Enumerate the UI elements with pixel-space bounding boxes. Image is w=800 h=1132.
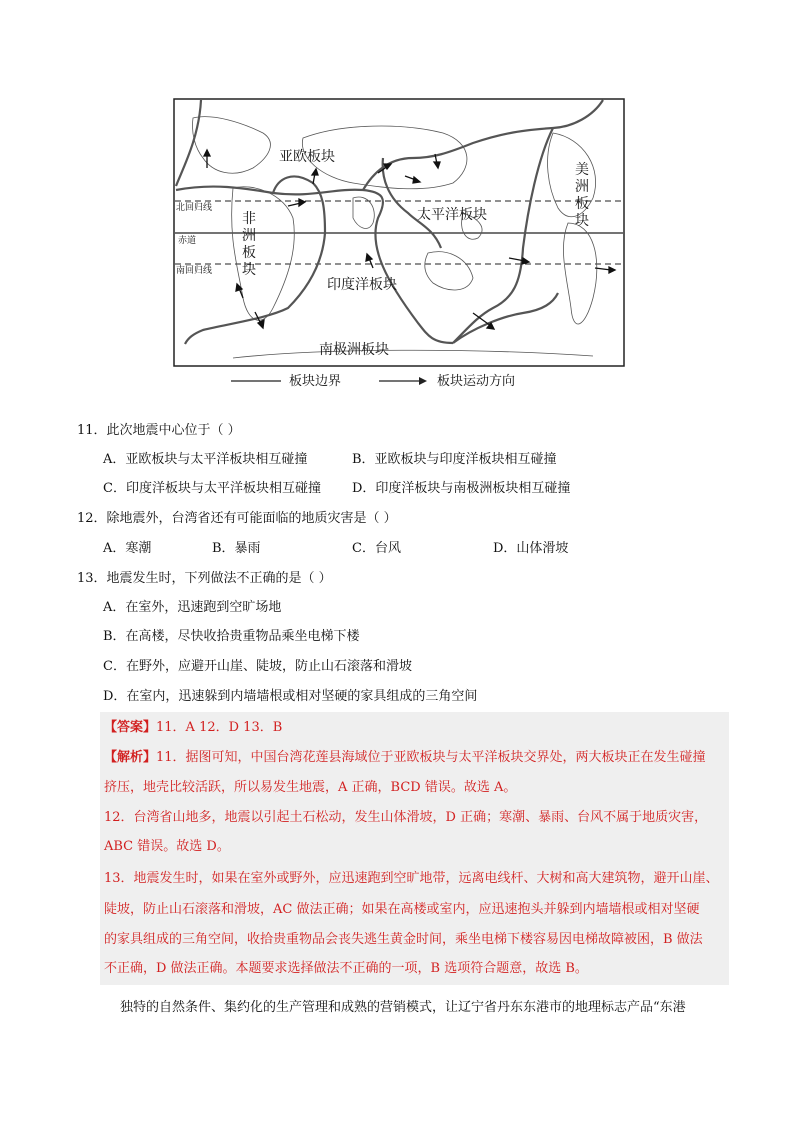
question-13-option-a: A．在室外，迅速跑到空旷场地 [103,600,282,615]
question-11-option-a: A．亚欧板块与太平洋板块相互碰撞 [103,452,308,467]
analysis-line-1 [104,750,706,766]
analysis-line-6: 陡坡，防止山石滚落和滑坡，AC 做法正确；如果在高楼或室内，应迅速抱头并躲到内墙墙根或相对坚硬 [104,902,700,917]
analysis-line-7: 的家具组成的三角空间，收拾贵重物品会丧失逃生黄金时间，乘坐电梯下楼容易因电梯故障被困，B 做法 [104,932,703,947]
analysis-line-2: 挤压，地壳比较活跃，所以易发生地震，A 正确，BCD 错误。故选 A。 [104,780,517,795]
question-11-option-c: C．印度洋板块与太平洋板块相互碰撞 [103,481,321,496]
analysis-text-1: 11．据图可知，中国台湾花莲县海域位于亚欧板块与太平洋板块交界处，两大板块正在发生碰撞 [156,750,706,765]
analysis-line-4: ABC 错误。故选 D。 [104,839,230,854]
question-12-option-c: C．台风 [352,541,401,556]
legend-boundary: 板块边界 [289,374,342,389]
question-12-option-b: B．暴雨 [212,541,261,556]
label-indian-ocean-plate: 印度洋板块 [327,277,397,293]
question-12-option-a: A．寒潮 [103,541,152,556]
analysis-line-8: 不正确，D 做法正确。本题要求选择做法不正确的一项，B 选项符合题意，故选 B。 [104,961,588,976]
label-equator: 赤道 [178,236,197,246]
analysis-line-5: 13．地震发生时，如果在室外或野外，应迅速跑到空旷地带，远离电线杆、大树和高大建筑物，避开山崖、 [104,871,719,886]
label-tropic-of-cancer: 北回归线 [176,203,213,213]
answer-line [104,720,282,736]
answer-tag: 【答案】 [104,720,157,735]
analysis-tag: 【解析】 [104,750,157,765]
next-passage-text: 独特的自然条件、集约化的生产管理和成熟的营销模式，让辽宁省丹东东港市的地理标志产品“东港 [120,1000,686,1015]
question-11-option-b: B．亚欧板块与印度洋板块相互碰撞 [352,452,557,467]
question-13-option-d: D．在室内，迅速躲到内墙墙根或相对坚硬的家具组成的三角空间 [103,689,478,704]
question-11-stem: 11．此次地震中心位于（ ） [77,423,241,438]
question-13-option-c: C．在野外，应避开山崖、陡坡，防止山石滚落和滑坡 [103,659,412,674]
plate-map [173,98,625,392]
question-12-stem: 12．除地震外，台湾省还有可能面临的地质灾害是（ ） [77,511,397,526]
legend-motion: 板块运动方向 [437,374,516,389]
label-pacific-plate: 太平洋板块 [417,207,487,223]
label-american-plate: 美洲板块 [575,162,589,229]
analysis-line-3: 12．台湾省山地多，地震以引起土石松动，发生山体滑坡，D 正确；寒潮、暴雨、台风不属于地质灾害， [104,810,708,825]
question-11-option-d: D．印度洋板块与南极洲板块相互碰撞 [352,481,571,496]
question-12-option-d: D．山体滑坡 [493,541,569,556]
label-eurasian-plate: 亚欧板块 [279,149,335,165]
label-african-plate: 非洲板块 [242,211,256,278]
question-13-option-b: B．在高楼，尽快收拾贵重物品乘坐电梯下楼 [103,629,360,644]
label-tropic-of-capricorn: 南回归线 [176,266,213,276]
question-13-stem: 13．地震发生时，下列做法不正确的是（ ） [77,571,332,586]
answer-text: 11．A 12．D 13．B [156,720,283,735]
label-antarctic-plate: 南极洲板块 [319,342,389,358]
